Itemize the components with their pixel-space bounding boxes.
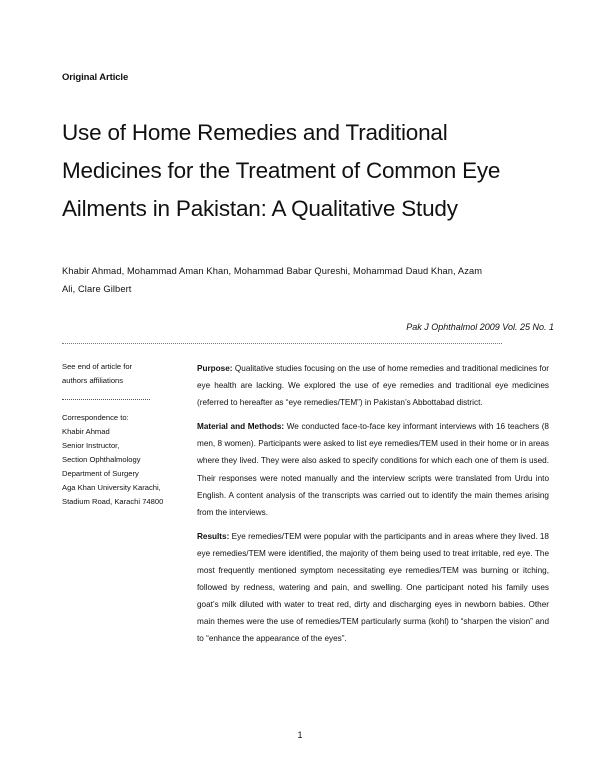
correspondence-line: Section Ophthalmology [62,455,141,464]
correspondence-line: Senior Instructor, [62,441,120,450]
affiliation-note [62,360,187,388]
affiliation-line: See end of article for [62,362,133,371]
correspondence-block [62,411,187,509]
header-divider [62,343,502,344]
journal-citation: Pak J Ophthalmol 2009 Vol. 25 No. 1 [406,322,554,332]
title-line: Ailments in Pakistan: A Qualitative Study [62,196,458,221]
sidebar-divider [62,399,150,400]
correspondence-line: Khabir Ahmad [62,427,110,436]
purpose-label: Purpose: [197,364,233,373]
affiliation-line: authors affiliations [62,376,124,385]
purpose-text: Qualitative studies focusing on the use of home remedies and traditional medicines for eye health are lacking. We explored the use of eye remedies and traditional eye medicines (referred to hereafter as “eye remedies/TEM”) in Pakistan’s Abbottabad district. [197,364,549,408]
results-text: Eye remedies/TEM were popular with the participants and in areas where they lived. 18 eye remedies/TEM were identified, the majority of them being used to treat irritable, red eye. The most frequently mentioned symptom necessitating eye remedies/TEM was burning or itching, followed by redness, watering and pain, and swelling. One participant noted his family uses goat’s milk diluted with water to treat red, dirty and discharging eyes in newborn babies. Other main themes were the use of remedies/TEM particularly surma (kohl) to “sharpen the vision” and to “enhance the appearance of the eyes”. [197,531,549,644]
page-number: 1 [297,730,303,740]
title-line: Medicines for the Treatment of Common Eye [62,158,501,183]
methods-label: Material and Methods: [197,422,285,432]
correspondence-line: Correspondence to: [62,413,129,422]
author-line: Ali, Clare Gilbert [62,284,132,294]
correspondence-line: Stadium Road, Karachi 74800 [62,497,164,506]
abstract-purpose [197,360,549,411]
sidebar [62,360,187,509]
abstract-methods [197,418,549,521]
abstract-results [197,528,549,648]
correspondence-line: Aga Khan University Karachi, [62,483,161,492]
article-type-label: Original Article [62,72,129,83]
title-line: Use of Home Remedies and Traditional [62,120,448,145]
correspondence-line: Department of Surgery [62,469,139,478]
author-line: Khabir Ahmad, Mohammad Aman Khan, Mohammad Babar Qureshi, Mohammad Daud Khan, Azam [62,266,483,276]
results-label: Results: [197,531,230,541]
methods-text: We conducted face-to-face key informant interviews with 16 teachers (8 men, 8 women). Participants were asked to list eye remedies/TEM used in their home or in areas where they lived. They were also asked to specify conditions for which each one of them is used. Their responses were noted manually and the interview scripts were translated from Urdu into English. A content analysis of the transcripts was carried out to identify the main themes arising from the interviews. [197,422,549,517]
article-title [62,114,562,228]
abstract [197,360,549,655]
author-list [62,262,562,298]
